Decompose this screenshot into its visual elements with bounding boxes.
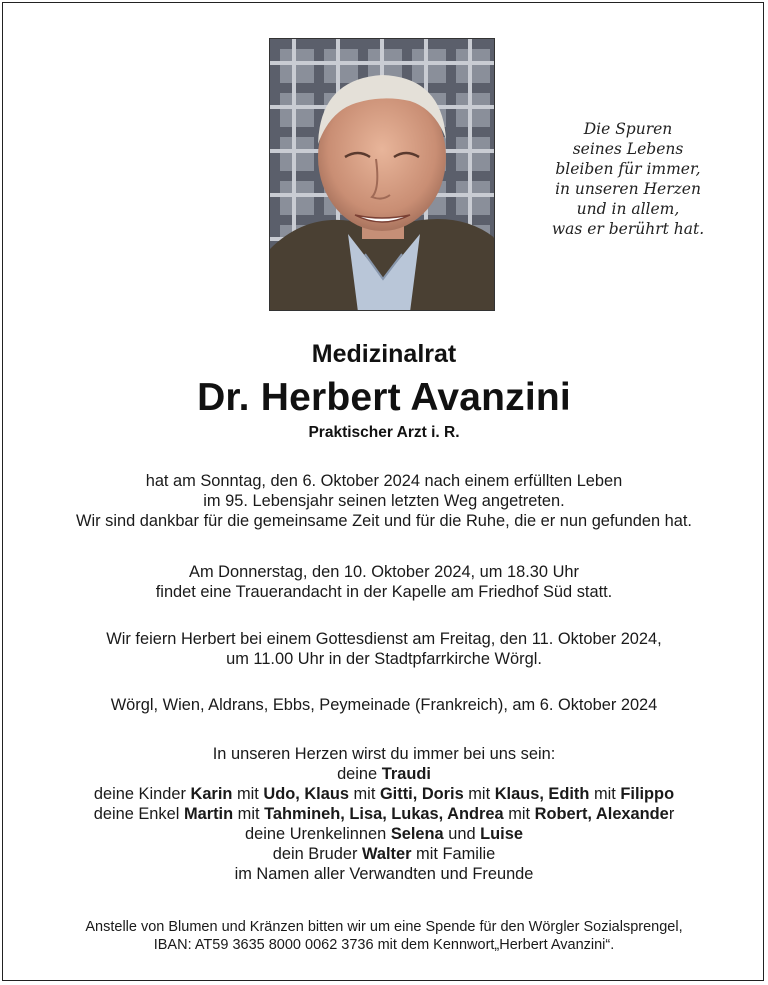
funeral-mass-info (0, 629, 768, 669)
text: mit (463, 785, 495, 803)
service-line: findet eine Trauerandacht in der Kapelle am Friedhof Süd statt. (155, 583, 613, 601)
mourners-list (0, 744, 768, 884)
text: mit (233, 805, 265, 823)
quote-line: was er berührt hat. (551, 220, 705, 238)
name-bold: Tahmineh, Lisa, Lukas, Andrea (264, 805, 504, 823)
quote-line: bleiben für immer, (555, 160, 701, 178)
announcement-line: im 95. Lebensjahr seinen letzten Weg angetreten. (203, 492, 565, 510)
name-bold: Martin (183, 805, 234, 823)
text: mit (503, 805, 535, 823)
announcement-line: Wir sind dankbar für die gemeinsame Zeit und für die Ruhe, die er nun gefunden hat. (76, 512, 692, 530)
text: und (443, 825, 481, 843)
quote-line: und in allem, (576, 200, 680, 218)
mourner-grandchildren (0, 804, 768, 824)
name-bold: Filippo (620, 785, 675, 803)
donation-iban-line: IBAN: AT59 3635 8000 0062 3736 mit dem Kennwort„Herbert Avanzini“. (153, 937, 615, 953)
service-line: Am Donnerstag, den 10. Oktober 2024, um 18.30 Uhr (189, 563, 579, 581)
text: deine (337, 765, 382, 783)
text: mit (348, 785, 380, 803)
mourner-brother (0, 844, 768, 864)
name-bold: Luise (480, 825, 523, 843)
text: mit Familie (411, 845, 496, 863)
text: mit (232, 785, 264, 803)
mourner-relatives: im Namen aller Verwandten und Freunde (234, 865, 534, 883)
mourners-intro: In unseren Herzen wirst du immer bei uns sein: (212, 745, 556, 763)
text: deine Kinder (93, 785, 191, 803)
profession: Praktischer Arzt i. R. (308, 424, 460, 441)
mourner-children (0, 784, 768, 804)
quote-line: seines Lebens (572, 140, 684, 158)
text: deine Urenkelinnen (245, 825, 391, 843)
donation-line: Anstelle von Blumen und Kränzen bitten wir um eine Spende für den Wörgler Sozialsprengel, (85, 919, 683, 935)
mourner-wife (0, 764, 768, 784)
mourner-great-grandchildren (0, 824, 768, 844)
announcement-line: hat am Sonntag, den 6. Oktober 2024 nach einem erfüllten Leben (145, 472, 623, 490)
donation-note (0, 918, 768, 954)
mass-line: Wir feiern Herbert bei einem Gottesdienst am Freitag, den 11. Oktober 2024, (106, 630, 662, 648)
quote-line: in unseren Herzen (555, 180, 701, 198)
portrait-photo (269, 38, 495, 311)
name-bold: Walter (362, 845, 412, 863)
name-bold: Klaus, Edith (494, 785, 590, 803)
text: dein Bruder (272, 845, 363, 863)
name-bold: Selena (390, 825, 444, 843)
memorial-service-info (0, 562, 768, 602)
quote-line: Die Spuren (583, 120, 673, 138)
name-bold: Udo, Klaus (263, 785, 349, 803)
death-announcement (0, 471, 768, 531)
text: deine Enkel (93, 805, 184, 823)
deceased-name: Dr. Herbert Avanzini (197, 376, 571, 419)
name-bold: Traudi (381, 765, 431, 783)
mass-line: um 11.00 Uhr in der Stadtpfarrkirche Wörgl. (226, 650, 542, 668)
text: r (668, 805, 675, 823)
name-bold: Karin (190, 785, 233, 803)
name-bold: Robert, Alexande (534, 805, 669, 823)
honorific-title: Medizinalrat (311, 340, 457, 368)
places-date-line: Wörgl, Wien, Aldrans, Ebbs, Peymeinade (Frankreich), am 6. Oktober 2024 (110, 696, 658, 714)
memorial-quote (535, 119, 721, 239)
name-bold: Gitti, Doris (379, 785, 464, 803)
text: mit (589, 785, 621, 803)
